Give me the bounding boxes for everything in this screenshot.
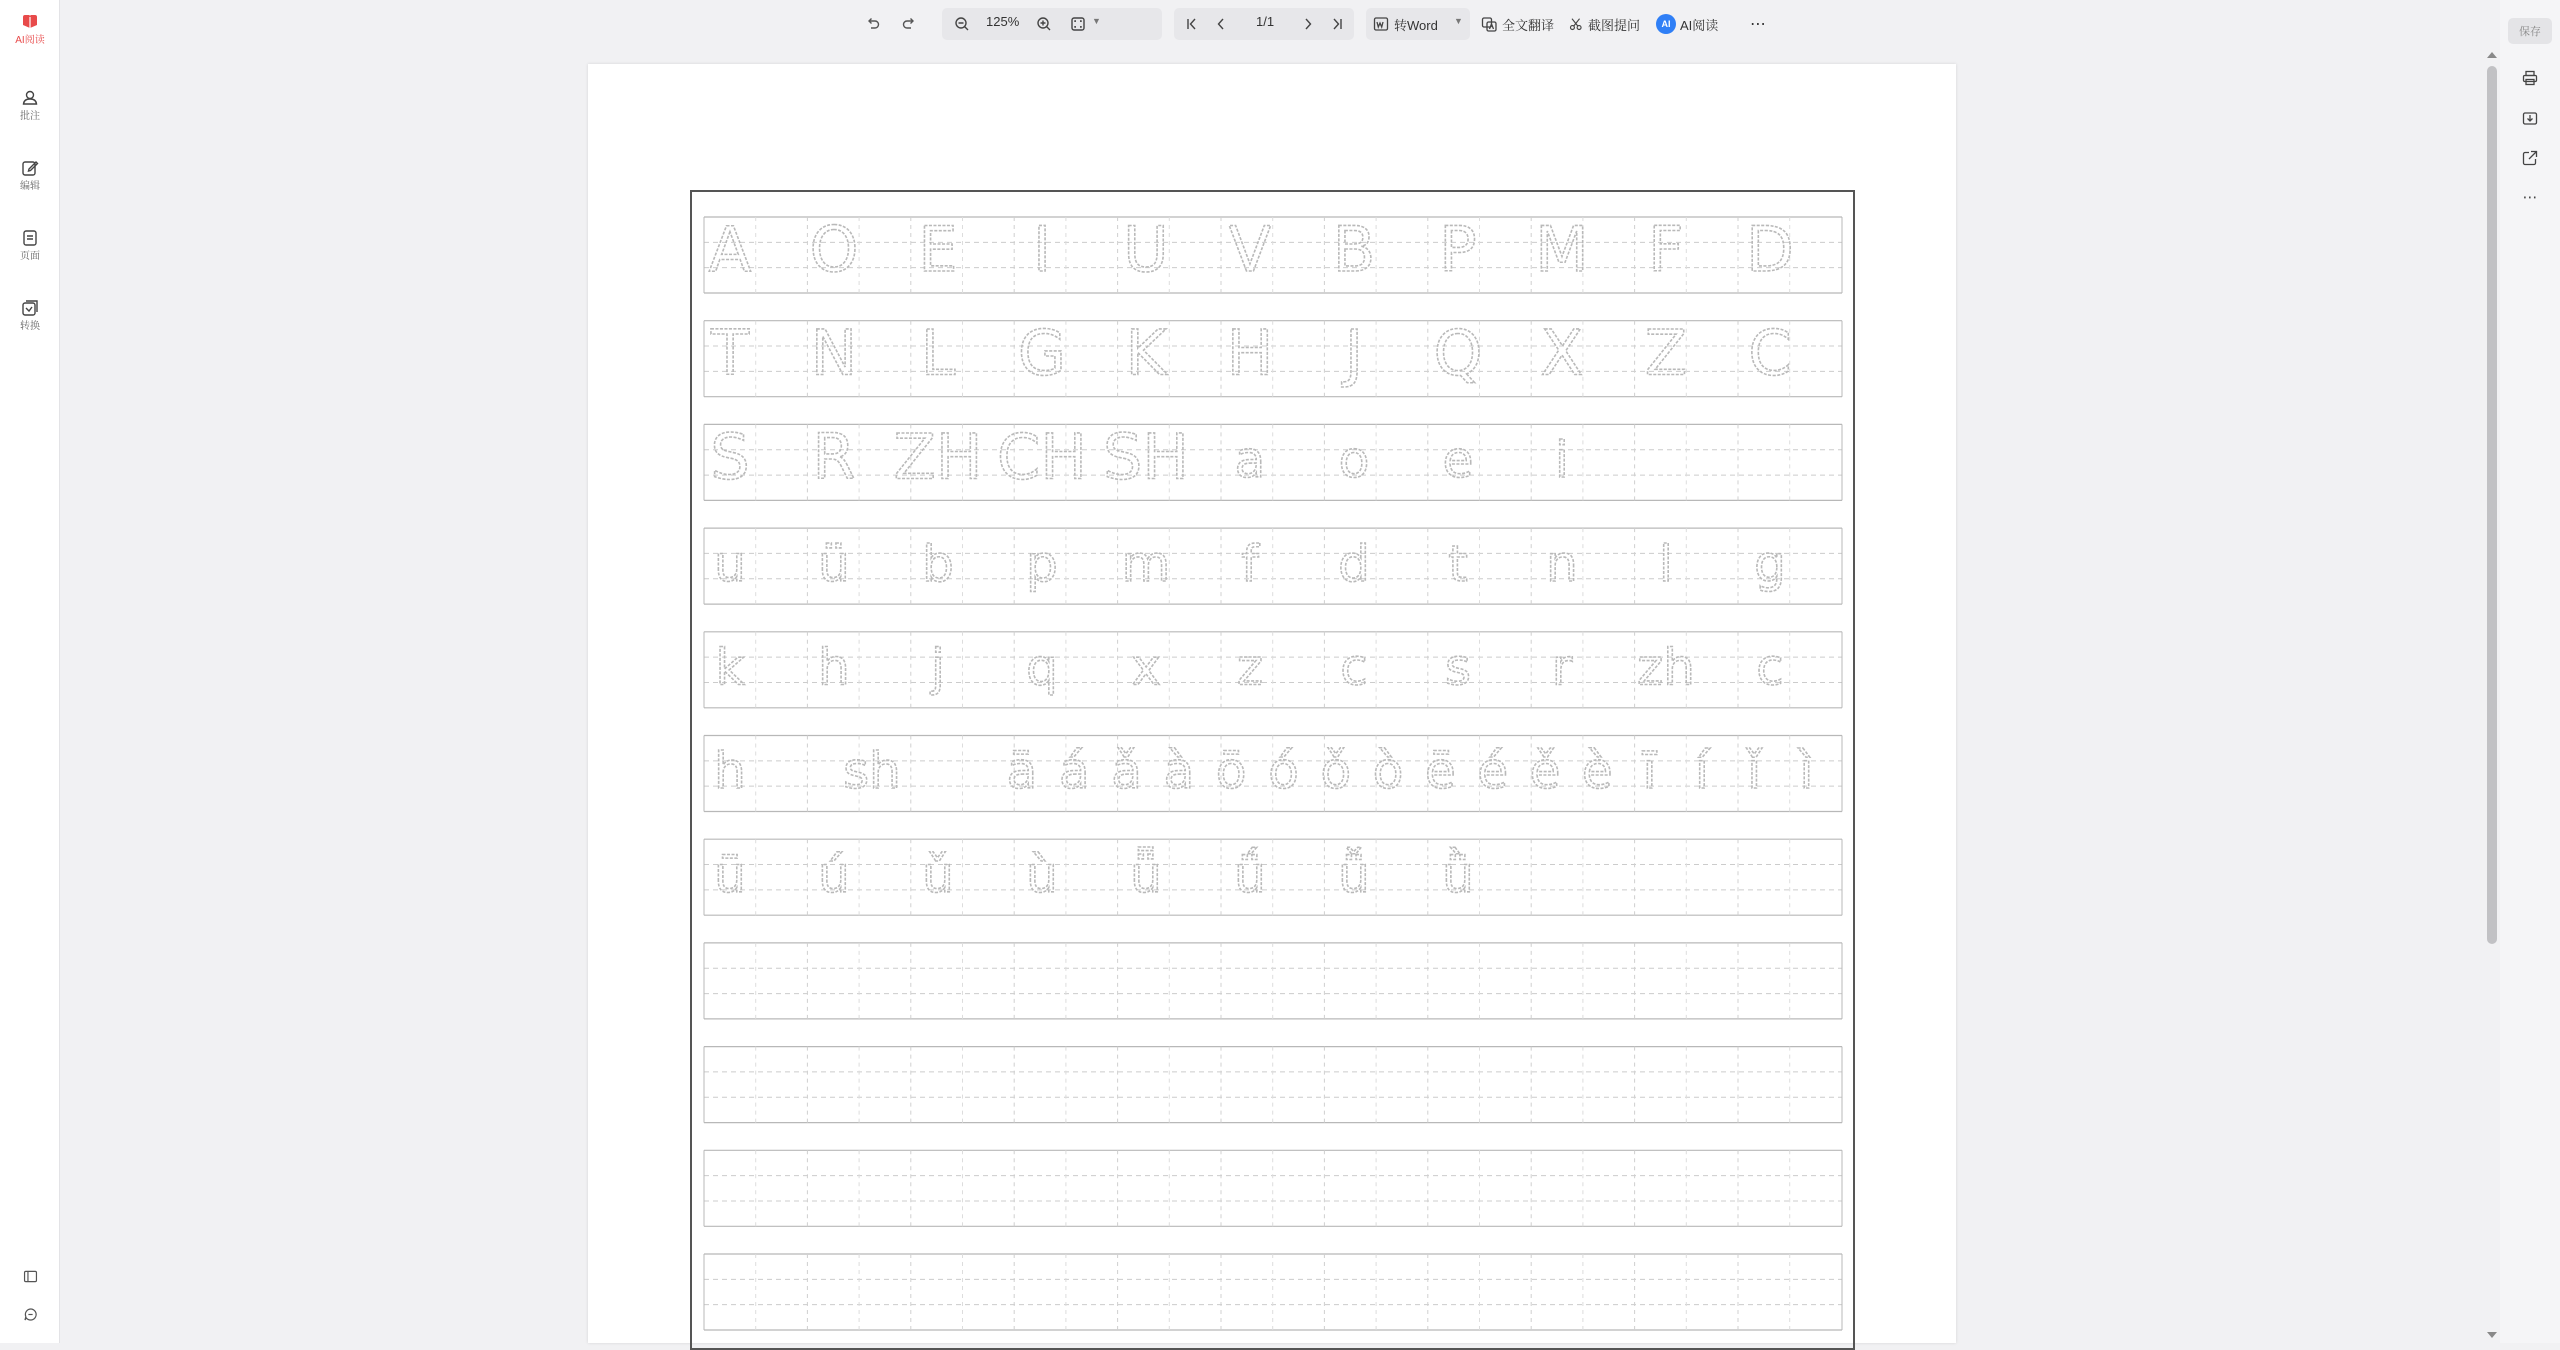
download-button[interactable] — [2517, 105, 2543, 131]
ai-read-label: AI阅读 — [1680, 17, 1719, 33]
chat-icon — [22, 1306, 39, 1323]
chevron-right-icon — [1299, 15, 1317, 33]
ai-reader-logo[interactable] — [0, 6, 60, 56]
trace-letter: g — [1754, 534, 1786, 593]
trace-letter: r — [1551, 638, 1573, 697]
fit-page-button[interactable] — [1066, 12, 1090, 36]
screenshot-ask-button[interactable] — [1568, 12, 1640, 36]
fit-page-icon — [1069, 15, 1087, 33]
trace-letter: n — [1546, 534, 1578, 593]
sidebar-item-label: 批注 — [20, 111, 40, 122]
trace-letter: ō — [1215, 742, 1247, 801]
trace-letter: V — [1228, 213, 1272, 286]
toggle-panel-button[interactable] — [0, 1262, 60, 1290]
print-button[interactable] — [2517, 65, 2543, 91]
vertical-scrollbar[interactable] — [2482, 48, 2500, 1343]
practice-grid — [692, 192, 1853, 1348]
trace-letter: o — [1338, 431, 1370, 490]
trace-letter: z — [1236, 638, 1264, 697]
trace-letter: N — [810, 316, 858, 390]
logo-icon — [20, 12, 40, 32]
trace-letter: M — [1535, 213, 1589, 286]
trace-letter: c — [1756, 638, 1784, 697]
trace-letter: T — [711, 316, 749, 390]
trace-letter: zh — [1637, 638, 1695, 697]
trace-letter: u — [714, 534, 746, 593]
undo-icon — [863, 15, 881, 33]
trace-letter: ò — [1372, 742, 1404, 801]
undo-button[interactable] — [860, 12, 884, 36]
trace-letter: á — [1058, 742, 1090, 801]
practice-row — [704, 943, 1842, 1019]
trace-letter: ǘ — [1234, 845, 1266, 904]
printer-icon — [2521, 69, 2539, 87]
trace-letter: S — [710, 420, 750, 494]
trace-letter: Q — [1433, 316, 1483, 390]
more-icon: ⋯ — [1750, 16, 1766, 33]
sidebar-item-label: 页面 — [20, 251, 40, 262]
trace-letter: G — [1017, 316, 1067, 390]
trace-letter: ǐ — [1747, 742, 1762, 801]
scroll-down-icon[interactable] — [2487, 1332, 2497, 1338]
zoom-in-icon — [1035, 15, 1053, 33]
pinyin-practice-sheet — [690, 190, 1855, 1350]
trace-letter: ú — [818, 845, 850, 904]
trace-letter: O — [809, 213, 859, 286]
trace-letter: í — [1694, 742, 1709, 801]
practice-row — [704, 632, 1842, 708]
trace-letter: ǚ — [1338, 845, 1370, 904]
trace-letter: ZH — [893, 420, 983, 494]
more-options-icon: ⋯ — [2522, 189, 2538, 206]
edit-icon — [20, 158, 40, 178]
scroll-thumb[interactable] — [2487, 66, 2497, 944]
sidebar-item-label: 编辑 — [20, 181, 40, 192]
trace-letter: ě — [1529, 742, 1561, 801]
first-page-icon — [1183, 15, 1201, 33]
trace-letter: R — [812, 420, 856, 494]
to-word-button[interactable] — [1372, 12, 1452, 36]
zoom-in-button[interactable] — [1032, 12, 1056, 36]
trace-letter: à — [1163, 742, 1195, 801]
ai-read-button[interactable] — [1656, 12, 1726, 36]
trace-letter: t — [1448, 534, 1468, 593]
trace-letter: q — [1026, 638, 1058, 697]
zoom-level[interactable]: 125% — [986, 14, 1020, 29]
more-button[interactable] — [1746, 12, 1770, 36]
download-icon — [2521, 109, 2539, 127]
practice-row — [704, 317, 1842, 397]
trace-letter: L — [920, 316, 956, 390]
zoom-out-icon — [953, 15, 971, 33]
redo-button[interactable] — [898, 12, 922, 36]
redo-icon — [901, 15, 919, 33]
word-icon — [1372, 15, 1390, 33]
left-sidebar — [0, 0, 60, 1343]
trace-letter: d — [1338, 534, 1370, 593]
trace-letter: E — [918, 213, 958, 286]
trace-letter: K — [1125, 316, 1167, 390]
scissors-icon — [1568, 15, 1584, 33]
trace-letter: D — [1746, 213, 1794, 286]
last-page-button[interactable] — [1325, 12, 1349, 36]
share-icon — [2521, 149, 2539, 167]
sidebar-item-edit[interactable] — [0, 152, 60, 204]
practice-row — [704, 839, 1842, 915]
more-options-button[interactable] — [2517, 184, 2543, 210]
trace-letter: H — [1226, 316, 1274, 390]
trace-letter: é — [1477, 742, 1509, 801]
trace-letter: m — [1121, 534, 1171, 593]
practice-row — [704, 528, 1842, 604]
page-indicator[interactable]: 1/1 — [1256, 14, 1275, 29]
trace-letter: ū — [714, 845, 746, 904]
trace-letter: sh — [843, 742, 901, 801]
trace-letter: f — [1241, 534, 1259, 593]
trace-letter: ǜ — [1442, 845, 1474, 904]
practice-row — [704, 736, 1842, 812]
trace-letter: C — [1748, 316, 1792, 390]
trace-letter: c — [1340, 638, 1368, 697]
trace-letter: ǒ — [1320, 742, 1352, 801]
practice-row — [704, 1150, 1842, 1226]
to-word-label: 转Word — [1394, 17, 1438, 33]
translate-label: 全文翻译 — [1501, 17, 1554, 33]
trace-letter: p — [1026, 534, 1058, 593]
chevron-down-icon[interactable]: ▼ — [1454, 16, 1463, 26]
trace-letter: ā — [1006, 742, 1038, 801]
chevron-left-icon — [1212, 15, 1230, 33]
trace-letter: CH — [997, 420, 1087, 494]
translate-button[interactable] — [1480, 12, 1554, 36]
trace-letter: j — [931, 638, 945, 697]
trace-letter: U — [1123, 213, 1169, 286]
trace-letter: l — [1659, 534, 1673, 593]
practice-row — [704, 1047, 1842, 1123]
translate-icon — [1480, 15, 1498, 33]
trace-letter: ì — [1799, 742, 1814, 801]
trace-letter: Z — [1644, 316, 1688, 390]
trace-letter: è — [1581, 742, 1613, 801]
trace-letter: b — [922, 534, 954, 593]
sidebar-item-convert[interactable] — [0, 292, 60, 344]
document-page — [588, 64, 1956, 1343]
trace-letter: ǖ — [1130, 845, 1162, 904]
trace-letter: s — [1444, 638, 1472, 697]
pages-icon — [20, 228, 40, 248]
trace-letter: k — [715, 638, 745, 697]
first-page-button[interactable] — [1180, 12, 1204, 36]
trace-letter: ē — [1425, 742, 1456, 801]
trace-letter: SH — [1103, 420, 1189, 494]
trace-letter: F — [1648, 213, 1684, 286]
right-panel — [2500, 0, 2560, 1343]
sidebar-item-annotate[interactable] — [0, 82, 60, 134]
feedback-button[interactable] — [0, 1300, 60, 1328]
last-page-icon — [1328, 15, 1346, 33]
practice-row — [704, 420, 1842, 500]
trace-letter: A — [708, 213, 752, 286]
trace-letter: ó — [1268, 742, 1299, 801]
share-button[interactable] — [2517, 145, 2543, 171]
ai-badge-icon: AI — [1656, 14, 1676, 34]
scroll-up-icon[interactable] — [2487, 52, 2497, 58]
trace-letter: h — [714, 742, 746, 801]
sidebar-item-pages[interactable] — [0, 222, 60, 274]
screenshot-ask-label: 截图提问 — [1587, 17, 1640, 33]
trace-letter: ǔ — [922, 845, 954, 904]
practice-row — [704, 213, 1842, 293]
save-button[interactable]: 保存 — [2508, 18, 2552, 44]
annotate-icon — [20, 88, 40, 108]
trace-letter: x — [1131, 638, 1161, 697]
trace-letter: X — [1540, 316, 1584, 390]
convert-icon — [20, 298, 40, 318]
panel-icon — [22, 1268, 39, 1285]
logo-label: AI阅读 — [15, 35, 45, 46]
trace-letter: ī — [1642, 742, 1657, 801]
trace-letter: ü — [818, 534, 850, 593]
trace-letter: h — [818, 638, 850, 697]
zoom-out-button[interactable] — [950, 12, 974, 36]
trace-letter: I — [1032, 213, 1052, 286]
trace-letter: i — [1555, 431, 1569, 490]
practice-row — [704, 1254, 1842, 1330]
trace-letter: B — [1332, 213, 1376, 286]
trace-letter: ǎ — [1111, 742, 1142, 801]
next-page-button[interactable] — [1296, 12, 1320, 36]
toolbar — [60, 0, 2500, 48]
prev-page-button[interactable] — [1209, 12, 1233, 36]
chevron-down-icon[interactable]: ▼ — [1092, 16, 1101, 26]
sidebar-item-label: 转换 — [20, 321, 40, 332]
trace-letter: J — [1344, 316, 1364, 390]
trace-letter: ù — [1026, 845, 1058, 904]
trace-letter: a — [1234, 431, 1266, 490]
trace-letter: P — [1439, 213, 1477, 286]
trace-letter: e — [1442, 431, 1474, 490]
